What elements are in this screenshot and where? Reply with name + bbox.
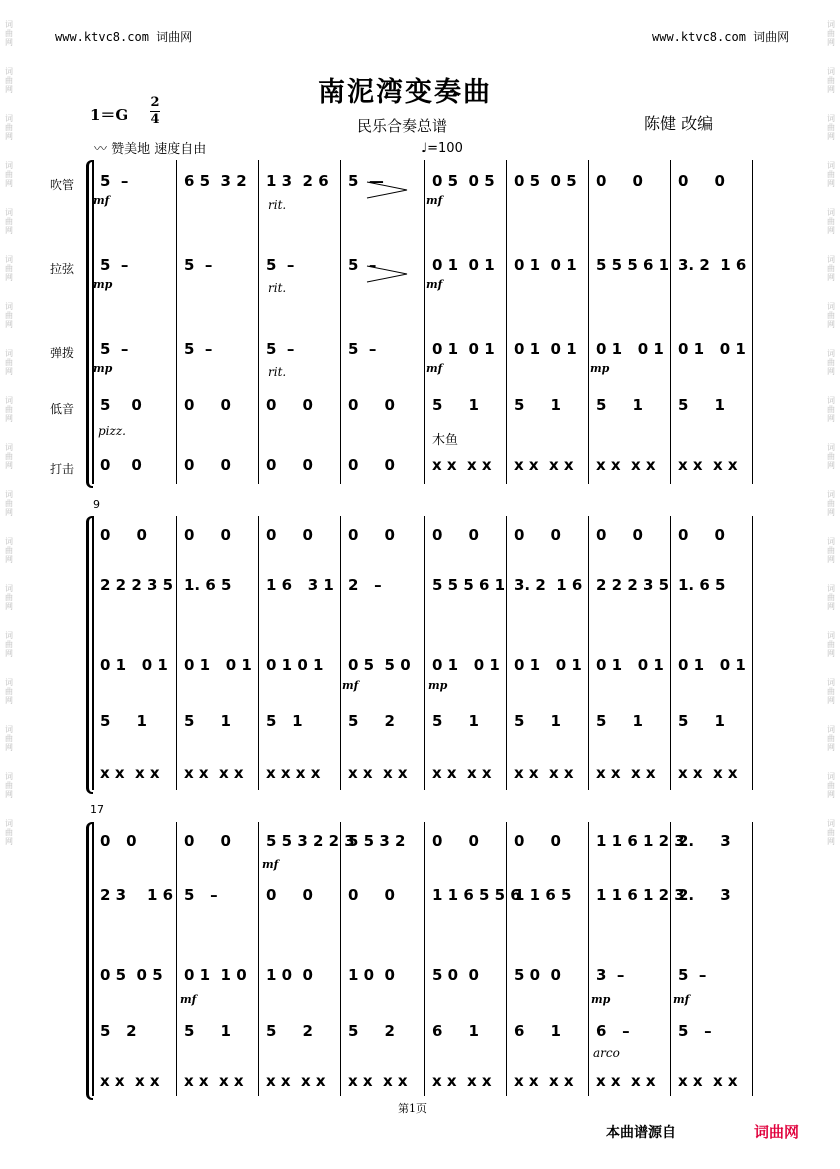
watermark-glyph: 词 曲 网 [827,772,835,799]
dynamic-mp-strings: mp [93,278,113,291]
measure-cell: 6 1 [432,1022,479,1040]
measure-cell: 6 5 3 2 [184,172,247,190]
measure-cell: 0 5 0 5 [100,966,163,984]
measure-cell: 1 3 2 6 [266,172,329,190]
watermark-glyph: 词 曲 网 [827,67,835,94]
measure-cell: 5 – [348,256,377,274]
hairpins [345,170,420,290]
measure-cell: 0 0 [514,526,561,544]
barline [752,516,753,790]
dynamic-mf-s2: mf [342,679,359,692]
measure-cell: 0 1 0 1 [514,340,577,358]
measure-cell: 5 – [184,886,218,904]
instrument-label-percussion: 打击 [50,462,75,476]
measure-cell: 0 0 [184,396,231,414]
measure-cell: 0 1 0 1 [432,656,500,674]
measure-cell: 1 1 6 1 2 3 [596,832,685,850]
measure-cell: x x x x [596,764,656,782]
measure-cell: x x x x [348,764,408,782]
measure-cell: 5 – [100,340,129,358]
measure-cell: 5 2 [348,1022,395,1040]
measure-cell: 0 1 0 1 [514,256,577,274]
measure-cell: 5 – [184,340,213,358]
barline [258,516,259,790]
measure-cell: 0 0 [348,886,395,904]
watermark-glyph: 词 曲 网 [5,67,13,94]
measure-cell: 5 5 3 2 [348,832,406,850]
measure-cell: 5 1 [184,712,231,730]
barline [258,160,259,484]
measure-cell: 0 0 [348,526,395,544]
barline [424,160,425,484]
barline [176,822,177,1096]
measure-cell: 6 – [596,1022,630,1040]
watermark-glyph: 词 曲 网 [5,255,13,282]
measure-cell: x x x x [100,1072,160,1090]
watermark-glyph: 词 曲 网 [827,537,835,564]
dynamic-mp-plucked: mp [93,362,113,375]
barline [340,516,341,790]
measure-cell: x x x x [514,456,574,474]
measure-cell: x x x x [100,764,160,782]
watermark-glyph: 词 曲 网 [827,208,835,235]
source-label: 本曲谱源自 [606,1125,676,1141]
watermark-glyph: 词 曲 网 [827,631,835,658]
arranger-credit: 陈健 改编 [644,114,714,133]
watermark-glyph: 词 曲 网 [5,631,13,658]
measure-cell: 5 5 5 6 1 [596,256,670,274]
measure-cell: 0 0 [348,396,395,414]
header-left-url[interactable]: www.ktvc8.com 词曲网 [55,30,193,44]
watermark-glyph: 词 曲 网 [827,819,835,846]
measure-cell: 1. 6 5 [184,576,232,594]
watermark-glyph: 词 曲 网 [827,443,835,470]
page-title: 南泥湾变奏曲 [318,77,492,108]
measure-cell: 0 0 [184,526,231,544]
watermark-glyph: 词 曲 网 [827,161,835,188]
measure-cell: x x x x [678,1072,738,1090]
measure-cell: x x x x [348,1072,408,1090]
rit-plucked: rit. [268,365,287,379]
measure-cell: 0 1 0 1 [596,340,664,358]
pizz-mark: pizz. [98,424,126,438]
measure-cell: x x x x [184,764,244,782]
measure-cell: 0 1 0 1 [514,656,582,674]
measure-cell: 5 0 0 [432,966,479,984]
watermark-glyph: 词 曲 网 [827,302,835,329]
measure-cell: x x x x [266,1072,326,1090]
system-number-9: 9 [93,498,100,511]
barline [670,516,671,790]
tempo-text [94,138,206,157]
measure-cell: 0 1 0 1 [100,656,168,674]
measure-cell: 1 1 6 5 5 6 [432,886,521,904]
measure-cell: x x x x [432,456,492,474]
measure-cell: 3. 2 1 6 [514,576,583,594]
measure-cell: 1 0 0 [266,966,313,984]
trill-icon: 〰 [94,142,108,157]
measure-cell: 5 – [100,172,129,190]
measure-cell: x x x x [596,1072,656,1090]
time-signature-top: 2 [150,95,160,110]
measure-cell: x x x x [514,764,574,782]
time-signature [150,96,160,127]
dynamic-mf-winds-2: mf [426,194,443,207]
measure-cell: 5 1 [678,396,725,414]
measure-cell: 0 0 [514,832,561,850]
measure-cell: 0 5 0 5 [432,172,495,190]
arco-mark: arco [593,1046,620,1060]
rit-winds: rit. [268,198,287,212]
barline [340,822,341,1096]
barline [588,160,589,484]
measure-cell: 0 0 [348,456,395,474]
barline [752,822,753,1096]
measure-cell: 0 0 [596,172,643,190]
barline [92,160,94,484]
measure-cell: 0 0 [266,886,313,904]
measure-cell: 5 1 [596,396,643,414]
measure-cell: 5 – [100,256,129,274]
instrument-label-winds: 吹管 [50,178,75,192]
barline [176,160,177,484]
measure-cell: x x x x [266,764,321,782]
barline [424,516,425,790]
watermark-right [824,0,838,1169]
measure-cell: x x x x [514,1072,574,1090]
measure-cell: 6 1 [514,1022,561,1040]
measure-cell: 0 0 [184,456,231,474]
watermark-glyph: 词 曲 网 [5,678,13,705]
measure-cell: 5 1 [596,712,643,730]
measure-cell: 3. 2 1 6 [678,256,747,274]
barline [588,516,589,790]
dynamic-mf-plucked-2: mf [426,362,443,375]
watermark-glyph: 词 曲 网 [5,114,13,141]
measure-cell: 5 1 [432,396,479,414]
watermark-glyph: 词 曲 网 [5,772,13,799]
dynamic-mp-s3: mp [591,993,611,1006]
watermark-glyph: 词 曲 网 [5,725,13,752]
watermark-glyph: 词 曲 网 [5,443,13,470]
measure-cell: 5 – [348,340,377,358]
measure-cell: x x x x [596,456,656,474]
watermark-glyph: 词 曲 网 [827,349,835,376]
watermark-glyph: 词 曲 网 [5,819,13,846]
measure-cell: 5 – [678,1022,712,1040]
header-right-url[interactable]: www.ktvc8.com 词曲网 [652,30,790,44]
measure-cell: 5 – [266,256,295,274]
watermark-glyph: 词 曲 网 [5,20,13,47]
measure-cell: 0 0 [266,456,313,474]
measure-cell: 5 1 [514,396,561,414]
measure-cell: 5 – [678,966,707,984]
measure-cell: 0 5 0 5 [514,172,577,190]
measure-cell: x x x x [678,456,738,474]
measure-cell: 0 5 5 0 [348,656,411,674]
measure-cell: 0 1 0 1 [432,340,495,358]
tempo-mark: ♩=100 [421,141,463,156]
score-subtitle: 民乐合奏总谱 [357,117,448,135]
measure-cell: x x x x [432,764,492,782]
measure-cell: 0 0 [432,526,479,544]
measure-cell: 2 2 2 3 5 [100,576,174,594]
measure-cell: 0 0 [596,526,643,544]
measure-cell: 0 0 [266,396,313,414]
dynamic-mf-winds: mf [93,194,110,207]
measure-cell: x x x x [678,764,738,782]
measure-cell: 0 1 1 0 [184,966,247,984]
measure-cell: 0 1 0 1 [266,656,324,674]
measure-cell: 5 — [348,172,384,190]
barline [258,822,259,1096]
barline [506,160,507,484]
measure-cell: 2. 3 [678,832,731,850]
dynamic-mf-strings-2: mf [426,278,443,291]
watermark-glyph: 词 曲 网 [5,537,13,564]
barline [92,516,94,790]
measure-cell: 5 2 [100,1022,137,1040]
watermark-glyph: 词 曲 网 [827,20,835,47]
muyu-label: 木鱼 [432,433,459,448]
instrument-label-bass: 低音 [50,402,75,416]
measure-cell: 5 5 3 2 2 3 [266,832,355,850]
barline [340,160,341,484]
watermark-left [2,0,16,1169]
measure-cell: 1 0 0 [348,966,395,984]
measure-cell: 0 0 [100,526,147,544]
measure-cell: 0 1 0 1 [678,340,746,358]
watermark-glyph: 词 曲 网 [5,584,13,611]
measure-cell: 0 1 0 1 [184,656,252,674]
watermark-glyph: 词 曲 网 [827,396,835,423]
tempo-text-label: 赞美地 速度自由 [111,142,207,157]
measure-cell: 5 1 [100,712,147,730]
measure-cell: 0 0 [678,526,725,544]
watermark-glyph: 词 曲 网 [827,114,835,141]
measure-cell: x x x x [184,1072,244,1090]
measure-cell: 3 – [596,966,625,984]
watermark-glyph: 词 曲 网 [5,302,13,329]
barline [670,160,671,484]
measure-cell: 0 0 [678,172,725,190]
measure-cell: 0 0 [184,832,231,850]
measure-cell: 2 3 1 6 [100,886,174,904]
measure-cell: 2 2 2 3 5 [596,576,670,594]
measure-cell: 5 – [266,340,295,358]
barline [506,822,507,1096]
rit-strings: rit. [268,281,287,295]
watermark-glyph: 词 曲 网 [5,490,13,517]
page-number: 第1页 [398,1102,427,1115]
measure-cell: 2 – [348,576,382,594]
watermark-glyph: 词 曲 网 [5,396,13,423]
source-site-link[interactable]: 词曲网 [754,1123,800,1141]
measure-cell: 5 1 [266,712,303,730]
measure-cell: 0 0 [266,526,313,544]
dynamic-mf-s3: mf [262,858,279,871]
watermark-glyph: 词 曲 网 [827,584,835,611]
barline [176,516,177,790]
measure-cell: 1. 6 5 [678,576,726,594]
measure-cell: 5 1 [514,712,561,730]
measure-cell: 0 0 [100,456,142,474]
barline [424,822,425,1096]
measure-cell: 5 5 5 6 1 [432,576,506,594]
measure-cell: 5 0 0 [514,966,561,984]
measure-cell: 0 0 [100,832,137,850]
measure-cell: 2. 3 [678,886,731,904]
measure-cell: 1 1 6 5 [514,886,572,904]
measure-cell: 0 1 0 1 [596,656,664,674]
watermark-glyph: 词 曲 网 [827,490,835,517]
instrument-label-plucked: 弹拨 [50,346,75,360]
barline [588,822,589,1096]
measure-cell: 5 0 [100,396,142,414]
measure-cell: 5 1 [432,712,479,730]
time-signature-bottom: 4 [150,112,160,127]
measure-cell: 5 1 [678,712,725,730]
dynamic-mp-plucked-3: mp [590,362,610,375]
measure-cell: 1 6 3 1 [266,576,334,594]
measure-cell: 0 0 [432,832,479,850]
barline [92,822,94,1096]
dynamic-mf-s3-b: mf [180,993,197,1006]
watermark-glyph: 词 曲 网 [5,161,13,188]
measure-cell: 0 1 0 1 [678,656,746,674]
watermark-glyph: 词 曲 网 [5,208,13,235]
key-signature: 1＝G [90,106,129,124]
measure-cell: x x x x [432,1072,492,1090]
watermark-glyph: 词 曲 网 [5,349,13,376]
measure-cell: 5 2 [348,712,395,730]
dynamic-mf-s3-c: mf [673,993,690,1006]
watermark-glyph: 词 曲 网 [827,678,835,705]
watermark-glyph: 词 曲 网 [827,725,835,752]
measure-cell: 5 – [184,256,213,274]
barline [752,160,753,484]
watermark-glyph: 词 曲 网 [827,255,835,282]
instrument-label-strings: 拉弦 [50,262,75,276]
dynamic-mp-s2: mp [428,679,448,692]
measure-cell: 5 2 [266,1022,313,1040]
barline [670,822,671,1096]
measure-cell: 5 1 [184,1022,231,1040]
measure-cell: 1 1 6 1 2 3 [596,886,685,904]
measure-cell: 0 1 0 1 [432,256,495,274]
barline [506,516,507,790]
system-number-17: 17 [90,803,104,816]
